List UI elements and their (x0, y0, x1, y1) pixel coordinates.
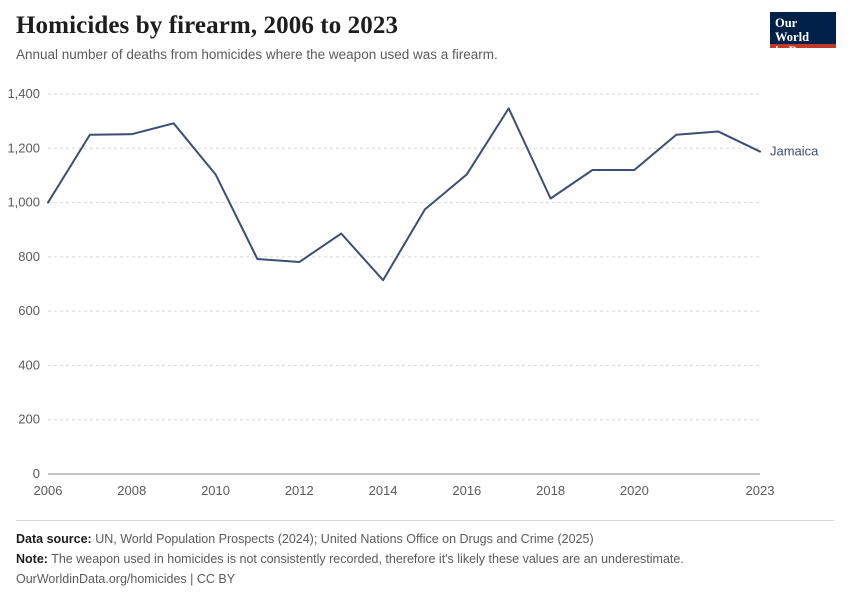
x-axis-tick-label: 2006 (33, 483, 63, 498)
owid-logo[interactable] (770, 12, 836, 58)
x-axis-tick-label: 2014 (368, 483, 398, 498)
chart-plot-area (0, 80, 850, 510)
y-axis-tick-label: 400 (18, 357, 40, 373)
owid-logo-line1: Our World (775, 16, 810, 44)
y-axis-tick-label: 1,000 (7, 194, 40, 210)
x-axis-tick-label: 2016 (452, 483, 482, 498)
footer-source-label: Data source: (16, 532, 92, 546)
chart-subtitle: Annual number of deaths from homicides where the weapon used was a firearm. (16, 47, 498, 62)
x-axis-tick-label: 2010 (201, 483, 230, 498)
y-axis-tick-label: 200 (18, 411, 40, 427)
chart-header (16, 12, 756, 62)
footer-note-text: The weapon used in homicides is not consistently recorded, therefore it's likely these values are an underestimate. (51, 552, 684, 566)
x-axis-tick-label: 2008 (117, 483, 147, 498)
y-axis-tick-label: 1,400 (7, 86, 40, 101)
page-title: Homicides by firearm, 2006 to 2023 (16, 12, 399, 39)
x-axis-tick-label: 2018 (536, 483, 566, 498)
footer-source (16, 530, 834, 549)
y-axis-tick-label: 1,200 (7, 140, 40, 156)
x-axis-tick-label: 2020 (619, 483, 649, 498)
chart-footer (16, 520, 834, 590)
line-chart (0, 80, 850, 510)
footer-source-text: UN, World Population Prospects (2024); United Nations Office on Drugs and Crime (2025) (95, 532, 594, 546)
footer-note (16, 550, 834, 569)
x-axis-tick-label: 2023 (745, 483, 775, 498)
footer-url[interactable]: OurWorldinData.org/homicides | CC BY (16, 572, 236, 586)
footer-note-label: Note: (16, 552, 48, 566)
series-line-jamaica (48, 108, 760, 280)
y-axis-tick-label: 800 (18, 248, 40, 264)
y-axis-tick-label: 600 (18, 303, 40, 319)
series-label-jamaica: Jamaica (770, 143, 819, 159)
x-axis-tick-label: 2012 (284, 483, 314, 498)
owid-logo-line2: in Data (775, 44, 815, 58)
y-axis-tick-label: 0 (32, 466, 40, 481)
